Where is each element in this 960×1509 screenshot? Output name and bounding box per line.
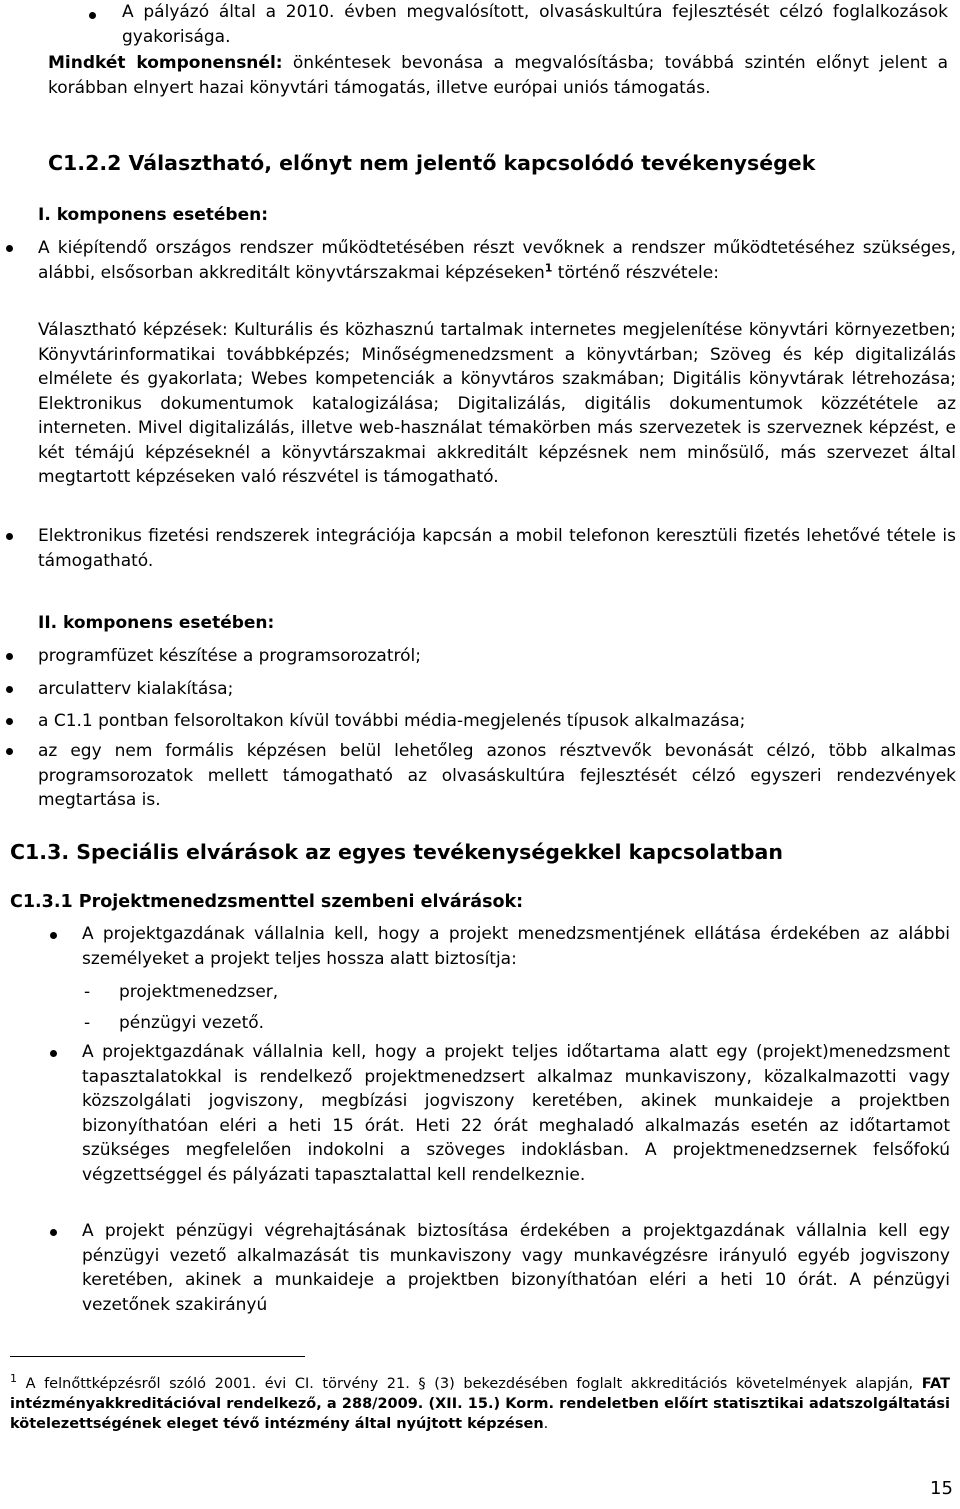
footnote-text: A felnőttképzésről szóló 2001. évi CI. törvény 21. § (3) bekezdésében foglalt akkreditációs követelmények alapján, <box>17 1376 922 1392</box>
section-heading-c122: C1.2.2 Választható, előnyt nem jelentő kapcsolódó tevékenységek <box>48 151 816 175</box>
intro-bullet-text: A pályázó által a 2010. évben megvalósított, olvasáskultúra fejlesztését célzó foglalkozások gyakorisága. <box>122 2 948 47</box>
trainings-paragraph: Választható képzések: Kulturális és közhasznú tartalmak internetes megjelenítése könyvtári környezetben; Könyvtárinformatikai továbbképzés; Minőségmenedzsment a könyvtárban; Szöveg és kép digitalizálás elmélete és gyakorlata; Webes kompetenciák a könyvtáros szakmában; Digitális könyvtárak létrehozása; Elektronikus dokumentumok katalogizálása; Digitalizálás, digitális dokumentumok közzététele az interneten. Mivel digitalizálás, illetve web-használat témakörben más szervezetek is szerveznek képzést, e két témájú képzéseknél a könyvtárszakmai akkreditált képzésnek nem minősülő, más szervezet által megtartott képzéseken való részvétel is támogatható. <box>38 320 956 487</box>
footnote-marker: 1 <box>10 1372 17 1386</box>
c131-bullet-1: A projektgazdának vállalnia kell, hogy a projekt menedzsmentjének ellátása érdekében az alábbi személyeket a projekt teljes hossza alatt biztosítja: <box>82 924 950 969</box>
c131-bullet-2: A projektgazdának vállalnia kell, hogy a projekt teljes időtartama alatt egy (projekt)menedzsment tapasztalatokkal is rendelkező projektmenedzsert alkalmaz munkaviszony, közalkalmazotti vagy közszolgálati jogviszony, megbízási jogviszony keretében, akinek munkaideje a projektben bizonyíthatóan eléri a heti 15 órát. Heti 22 órát meghaladó alkalmazás esetén az időtartamot szükséges megfelelően indokolni a szöveges indoklásban. A projektmenedzsernek felsőfokú végzettséggel és pályázati tapasztalattal kell rendelkeznie. <box>82 1042 950 1185</box>
component-2-item: programfüzet készítése a programsorozatról; <box>38 646 421 666</box>
page-number: 15 <box>930 1478 953 1499</box>
section-heading-c13: C1.3. Speciális elvárások az egyes tevékenységekkel kapcsolatban <box>10 840 783 864</box>
component-2-item: az egy nem formális képzésen belül lehetőleg azonos résztvevők bevonását célzó, több alkalmas programsorozatok mellett támogatható az olvasáskultúra fejlesztését célzó egyszeri rendezvények megtartása is. <box>38 741 956 810</box>
component-1-item-2: Elektronikus fizetési rendszerek integrációja kapcsán a mobil telefonon keresztüli fizetés lehetővé tétele is támogatható. <box>38 526 956 571</box>
component-2-item: arculatterv kialakítása; <box>38 679 234 699</box>
subsection-heading-c131: C1.3.1 Projektmenedzsmenttel szembeni elvárások: <box>10 892 524 912</box>
bullet-marker <box>6 686 13 693</box>
mindket-label: Mindkét komponensnél: <box>48 53 283 73</box>
footnote-separator <box>10 1356 305 1357</box>
component-1-item-1 <box>38 236 956 285</box>
dash-marker: - <box>84 1013 91 1033</box>
c131-bullet-3: A projekt pénzügyi végrehajtásának biztosítása érdekében a projektgazdának vállalnia kell egy pénzügyi vezető alkalmazását tis munkaviszony vagy munkavégzésre irányuló egyéb jogviszony keretében, akinek a munkaideje a projektben bizonyíthatóan eléri a heti 10 órát. A pénzügyi vezetőnek szakirányú <box>82 1221 950 1315</box>
dash-marker: - <box>84 982 91 1002</box>
bullet-marker <box>6 718 13 725</box>
mindket-paragraph <box>48 51 948 100</box>
bullet-marker <box>50 1050 57 1057</box>
footnote <box>10 1374 950 1434</box>
bullet-marker <box>50 1229 57 1236</box>
dash-item: pénzügyi vezető. <box>119 1013 265 1033</box>
mindket-text: önkéntesek bevonása a megvalósításba; továbbá szintén előnyt jelent a korábban elnyert hazai könyvtári támogatás, illetve európai uniós támogatás. <box>48 53 948 98</box>
bullet-marker <box>50 932 57 939</box>
bullet-marker <box>6 748 13 755</box>
bullet-marker <box>89 12 96 19</box>
footnote-end: . <box>543 1416 549 1432</box>
bullet-marker <box>6 245 13 252</box>
component-2-label: II. komponens esetében: <box>38 613 275 633</box>
component-1-label: I. komponens esetében: <box>38 205 268 225</box>
bullet-marker <box>6 533 13 540</box>
item-1-tail: történő részvétele: <box>552 262 719 283</box>
item-1-text: A kiépítendő országos rendszer működtetésében részt vevőknek a rendszer működtetéséhez szükséges, alábbi, elsősorban akkreditált könyvtárszakmai képzéseken <box>38 238 956 283</box>
bullet-marker <box>6 653 13 660</box>
component-2-item: a C1.1 pontban felsoroltakon kívül további média-megjelenés típusok alkalmazása; <box>38 711 746 731</box>
footnote-ref[interactable]: 1 <box>544 260 553 274</box>
footnote-bold-text: FAT intézményakkreditációval rendelkező, a 288/2009. (XII. 15.) Korm. rendeletben előírt statisztikai adatszolgáltatási kötelezettségének eleget tévő intézmény által nyújtott képzésen <box>10 1376 950 1432</box>
dash-item: projektmenedzser, <box>119 982 279 1002</box>
